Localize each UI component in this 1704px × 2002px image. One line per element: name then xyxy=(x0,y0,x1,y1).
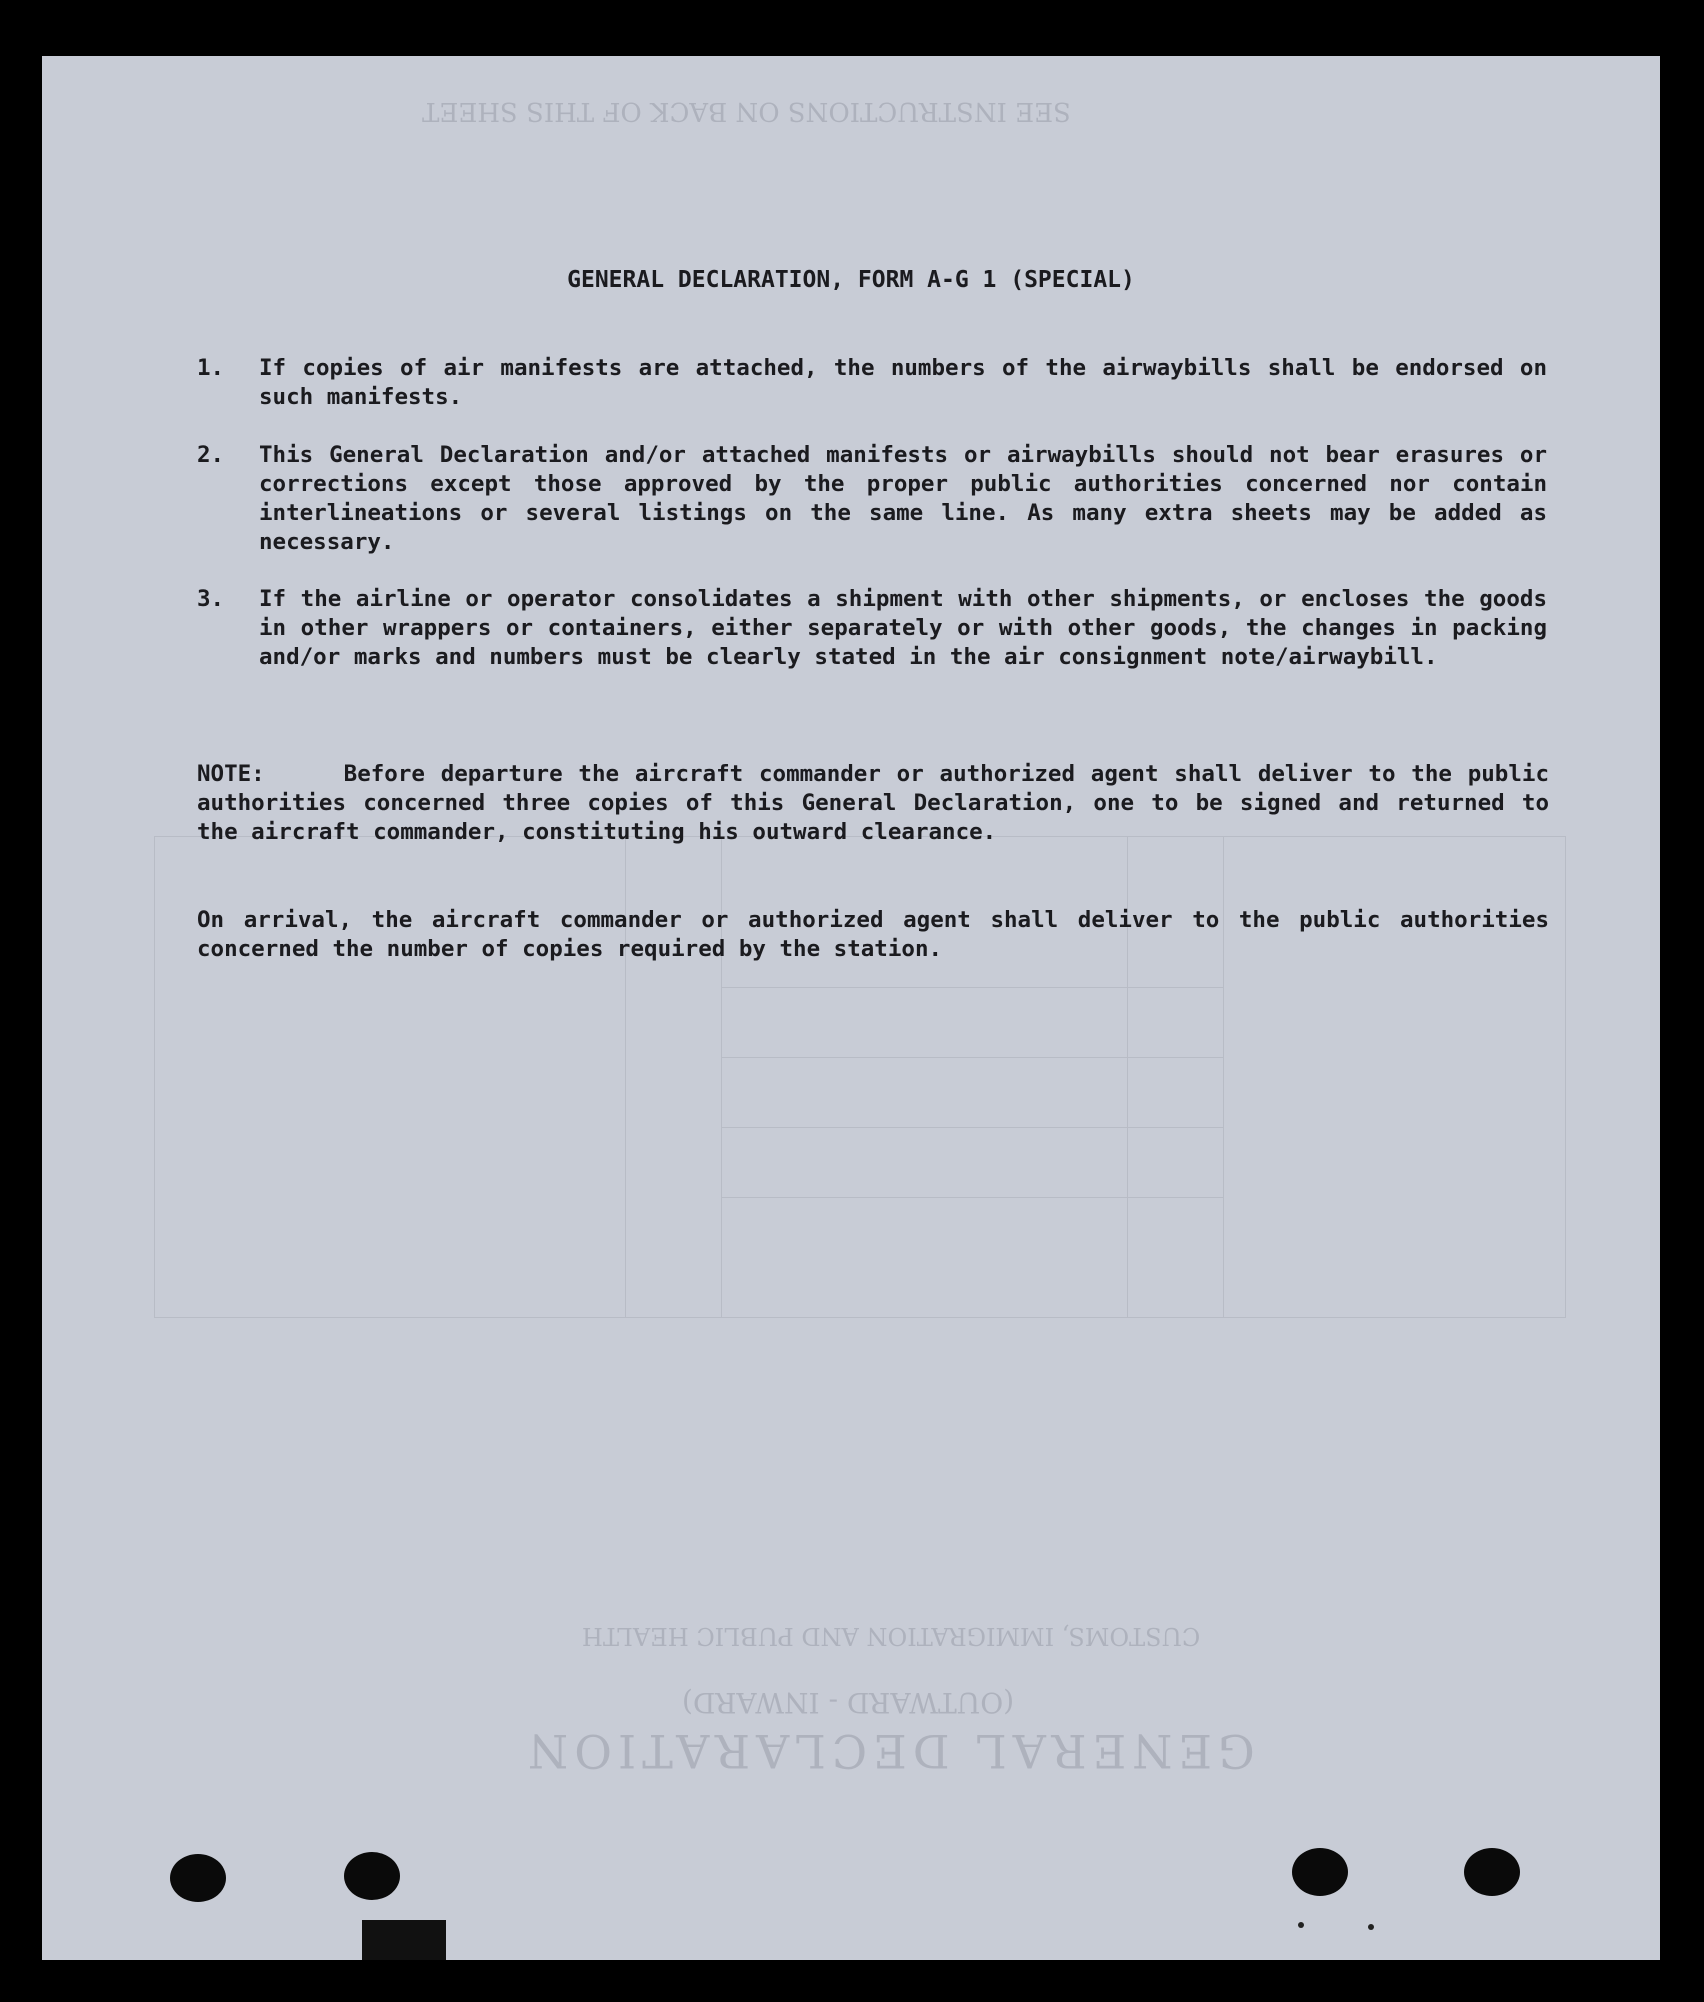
binding-notch xyxy=(362,1920,446,1960)
item-text: This General Declaration and/or attached manifests or airwaybills should not bear erasures or corrections except those approved by the proper public authorities concerned nor contain interlineations or several listings on the same line. As many extra sheets may be added as necessary. xyxy=(259,442,1547,555)
punch-hole xyxy=(1464,1848,1520,1896)
departure-note: NOTE: Before departure the aircraft commander or authorized agent shall deliver to the public authorities concerned three copies of this General Declaration, one to be signed and returned to the aircraft commander, constituting his outward clearance. xyxy=(197,761,1563,845)
item-number: 3. xyxy=(197,586,225,612)
form-title: GENERAL DECLARATION, FORM A-G 1 (SPECIAL) xyxy=(567,267,1135,293)
punch-hole xyxy=(170,1854,226,1902)
item-number: 2. xyxy=(197,442,225,468)
speck xyxy=(1298,1922,1304,1928)
arrival-note: On arrival, the aircraft commander or authorized agent shall deliver to the public authorities concerned the number of copies required by the station. xyxy=(197,907,1549,962)
speck xyxy=(1368,1924,1374,1930)
show-through-heading: GENERAL DECLARATION xyxy=(522,1724,1255,1778)
document-page xyxy=(42,56,1660,1960)
punch-hole xyxy=(344,1852,400,1900)
item-number: 1. xyxy=(197,355,225,381)
show-through-agencies: CUSTOMS, IMMIGRATION AND PUBLIC HEALTH xyxy=(582,1622,1201,1650)
item-text: If the airline or operator consolidates a shipment with other shipments, or encloses the goods in other wrappers or containers, either separately or with other goods, the changes in packing and/or marks and numbers must be clearly stated in the air consignment note/airwaybill. xyxy=(259,586,1547,670)
punch-hole xyxy=(1292,1848,1348,1896)
show-through-subheading: (OUTWARD - INWARD) xyxy=(682,1686,1015,1719)
show-through-header: SEE INSTRUCTIONS ON BACK OF THIS SHEET xyxy=(422,96,1071,126)
item-text: If copies of air manifests are attached, the numbers of the airwaybills shall be endorsed on such manifests. xyxy=(259,355,1547,410)
